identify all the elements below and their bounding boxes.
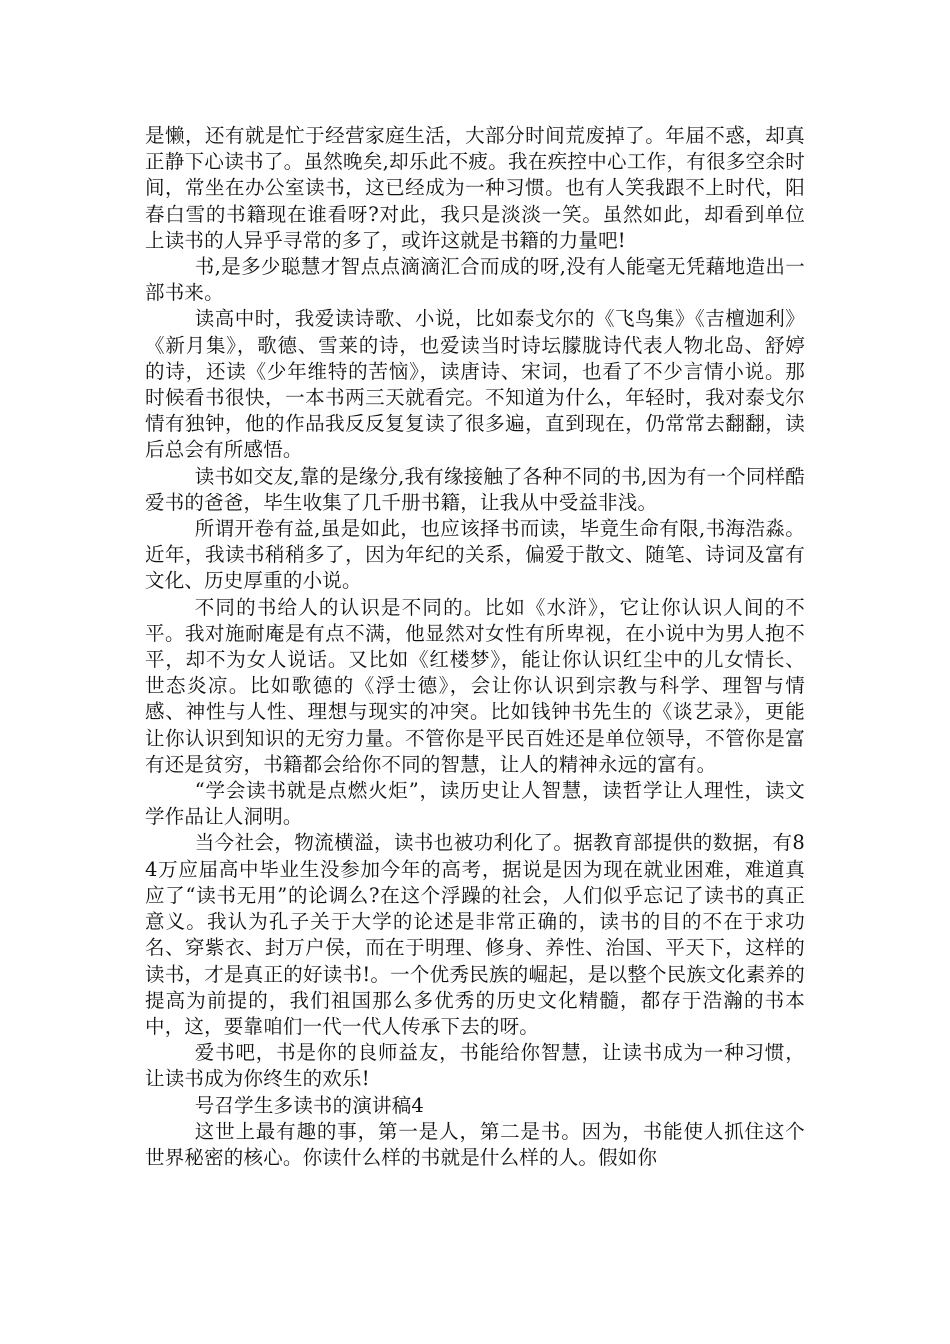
document-page [145, 123, 805, 1171]
paragraph: 当今社会，物流横溢，读书也被功利化了。据教育部提供的数据，有84万应届高中毕业生没参加今年的高考，据说是因为现在就业困难，难道真应了“读书无用”的论调么?在这个浮躁的社会，人们似乎忘记了读书的真正意义。我认为孔子关于大学的论述是非常正确的，读书的目的不在于求功名、穿紫衣、封万户侯，而在于明理、修身、养性、治国、平天下，这样的读书，才是真正的好读书!。一个优秀民族的崛起，是以整个民族文化素养的提高为前提的，我们祖国那么多优秀的历史文化精髓，都存于浩瀚的书本中，这，要靠咱们一代一代人传承下去的呀。 [145, 831, 805, 1038]
paragraph: 爱书吧，书是你的良师益友，书能给你智慧，让读书成为一种习惯，让读书成为你终生的欢乐! [145, 1041, 805, 1091]
section-heading: 号召学生多读书的演讲稿4 [194, 1093, 425, 1117]
paragraph: 读书如交友,靠的是缘分,我有缘接触了各种不同的书,因为有一个同样酷爱书的爸爸，毕生收集了几千册书籍，让我从中受益非浅。 [145, 464, 805, 514]
paragraph: 不同的书给人的认识是不同的。比如《水浒》，它让你认识人间的不平。我对施耐庵是有点不满，他显然对女性有所卑视，在小说中为男人抱不平，却不为女人说话。又比如《红楼梦》，能让你认识红尘中的儿女情长、世态炎凉。比如歌德的《浮士德》，会让你认识到宗教与科学、理智与情感、神性与人性、理想与现实的冲突。比如钱钟书先生的《谈艺录》，更能让你认识到知识的无穷力量。不管你是平民百姓还是单位领导，不管你是富有还是贫穷，书籍都会给你不同的智慧，让人的精神永远的富有。 [145, 595, 805, 776]
paragraph: 所谓开卷有益,虽是如此，也应该择书而读，毕竟生命有限,书海浩淼。近年，我读书稍稍多了，因为年纪的关系，偏爱于散文、随笔、诗词及富有文化、历史厚重的小说。 [145, 517, 805, 593]
paragraph: “学会读书就是点燃火炬”，读历史让人智慧，读哲学让人理性，读文学作品让人洞明。 [145, 779, 805, 829]
paragraph: 书,是多少聪慧才智点点滴滴汇合而成的呀,没有人能毫无凭藉地造出一部书来。 [145, 255, 805, 305]
paragraph: 这世上最有趣的事，第一是人，第二是书。因为，书能使人抓住这个世界秘密的核心。你读什么样的书就是什么样的人。假如你 [145, 1119, 805, 1169]
paragraph: 是懒，还有就是忙于经营家庭生活，大部分时间荒废掉了。年届不惑，却真正静下心读书了。虽然晚矣,却乐此不疲。我在疾控中心工作，有很多空余时间，常坐在办公室读书，这已经成为一种习惯。也有人笑我跟不上时代，阳春白雪的书籍现在谁看呀?对此，我只是淡淡一笑。虽然如此，却看到单位上读书的人异乎寻常的多了，或许这就是书籍的力量吧! [145, 124, 805, 252]
paragraph: 读高中时，我爱读诗歌、小说，比如泰戈尔的《飞鸟集》《吉檀迦利》《新月集》，歌德、雪莱的诗，也爱读当时诗坛朦胧诗代表人物北岛、舒婷的诗，还读《少年维特的苦恼》，读唐诗、宋词，也看了不少言情小说。那时候看书很快，一本书两三天就看完。不知道为什么，年轻时，我对泰戈尔情有独钟，他的作品我反反复复读了很多遍，直到现在，仍常常去翻翻，读后总会有所感悟。 [145, 307, 805, 462]
